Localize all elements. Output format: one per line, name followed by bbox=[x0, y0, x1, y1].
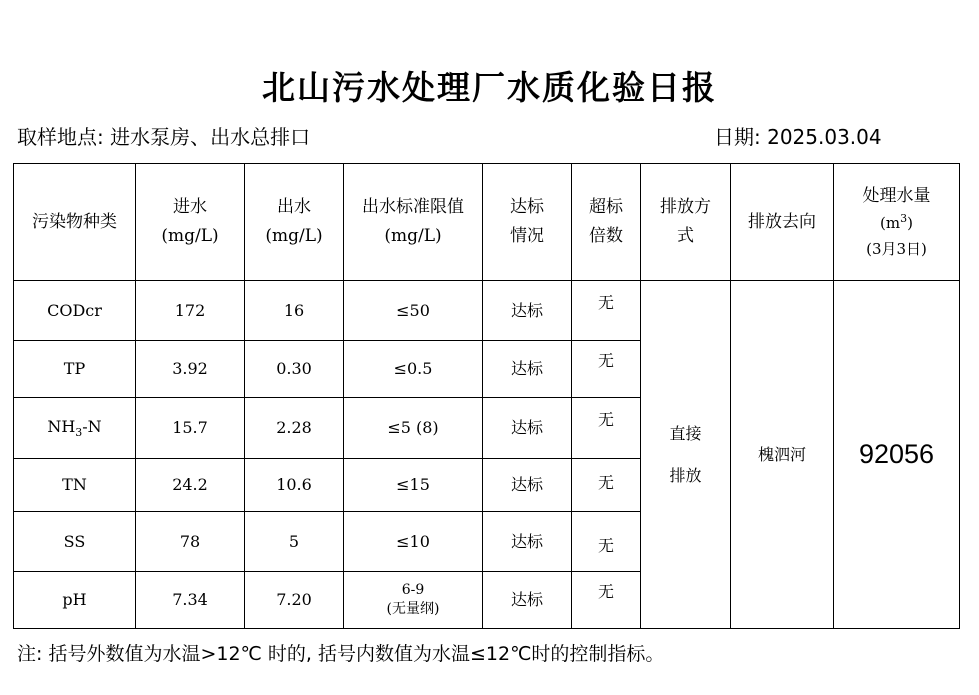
limit-cell: ≤15 bbox=[344, 459, 483, 512]
pollutant-cell: TP bbox=[14, 341, 136, 398]
pollutant-cell: CODcr bbox=[14, 281, 136, 341]
water-quality-table bbox=[13, 163, 960, 629]
limit-cell: ≤10 bbox=[344, 512, 483, 572]
outflow-cell: 10.6 bbox=[245, 459, 344, 512]
limit-cell: ≤50 bbox=[344, 281, 483, 341]
exceed-cell: 无 bbox=[572, 459, 641, 512]
header-discharge-method: 排放方 式 bbox=[641, 164, 731, 281]
header-inflow: 进水 (mg/L) bbox=[136, 164, 245, 281]
table-row bbox=[14, 281, 960, 341]
report-date: 日期: 2025.03.04 bbox=[714, 125, 882, 149]
inflow-cell: 15.7 bbox=[136, 398, 245, 459]
treated-volume-cell bbox=[834, 281, 960, 629]
limit-cell: ≤0.5 bbox=[344, 341, 483, 398]
inflow-cell: 3.92 bbox=[136, 341, 245, 398]
status-cell: 达标 bbox=[483, 341, 572, 398]
header-pollutant: 污染物种类 bbox=[14, 164, 136, 281]
outflow-cell: 5 bbox=[245, 512, 344, 572]
outflow-cell: 0.30 bbox=[245, 341, 344, 398]
outflow-cell: 16 bbox=[245, 281, 344, 341]
inflow-cell: 78 bbox=[136, 512, 245, 572]
volume-unit: $(m^3)$ bbox=[880, 212, 913, 233]
sampling-location: 取样地点: 进水泵房、出水总排口 bbox=[17, 125, 311, 149]
header-discharge-destination: 排放去向 bbox=[731, 164, 834, 281]
inflow-cell: 7.34 bbox=[136, 572, 245, 629]
status-cell: 达标 bbox=[483, 398, 572, 459]
discharge-method-cell: 直接 排放 bbox=[641, 281, 731, 629]
pollutant-cell: TN bbox=[14, 459, 136, 512]
exceed-cell: 无 bbox=[572, 398, 641, 459]
limit-cell: ≤5 (8) bbox=[344, 398, 483, 459]
status-cell: 达标 bbox=[483, 572, 572, 629]
treated-volume-value: 92056 bbox=[858, 439, 935, 470]
outflow-cell: 2.28 bbox=[245, 398, 344, 459]
pollutant-cell: SS bbox=[14, 512, 136, 572]
exceed-cell: 无 bbox=[572, 341, 641, 398]
header-outflow: 出水 (mg/L) bbox=[245, 164, 344, 281]
status-cell: 达标 bbox=[483, 459, 572, 512]
header-exceed: 超标 倍数 bbox=[572, 164, 641, 281]
footnote: 注: 括号外数值为水温>12℃ 时的, 括号内数值为水温≤12℃时的控制指标。 bbox=[17, 643, 665, 665]
header-status: 达标 情况 bbox=[483, 164, 572, 281]
report-title: 北山污水处理厂水质化验日报 bbox=[262, 68, 717, 107]
exceed-cell: 无 bbox=[572, 572, 641, 629]
pollutant-cell: pH bbox=[14, 572, 136, 629]
inflow-cell: 172 bbox=[136, 281, 245, 341]
status-cell: 达标 bbox=[483, 512, 572, 572]
header-treated-volume: 处理水量 $(m^3)$ (3月3日) bbox=[834, 164, 960, 281]
header-limit: 出水标准限值 (mg/L) bbox=[344, 164, 483, 281]
exceed-cell: 无 bbox=[572, 281, 641, 341]
inflow-cell: 24.2 bbox=[136, 459, 245, 512]
limit-cell: 6-9 (无量纲) bbox=[344, 572, 483, 629]
header-row bbox=[14, 164, 960, 281]
pollutant-cell: $NH_3-N$ bbox=[14, 398, 136, 459]
exceed-cell: 无 bbox=[572, 512, 641, 572]
status-cell: 达标 bbox=[483, 281, 572, 341]
outflow-cell: 7.20 bbox=[245, 572, 344, 629]
discharge-destination-cell: 槐泗河 bbox=[731, 281, 834, 629]
